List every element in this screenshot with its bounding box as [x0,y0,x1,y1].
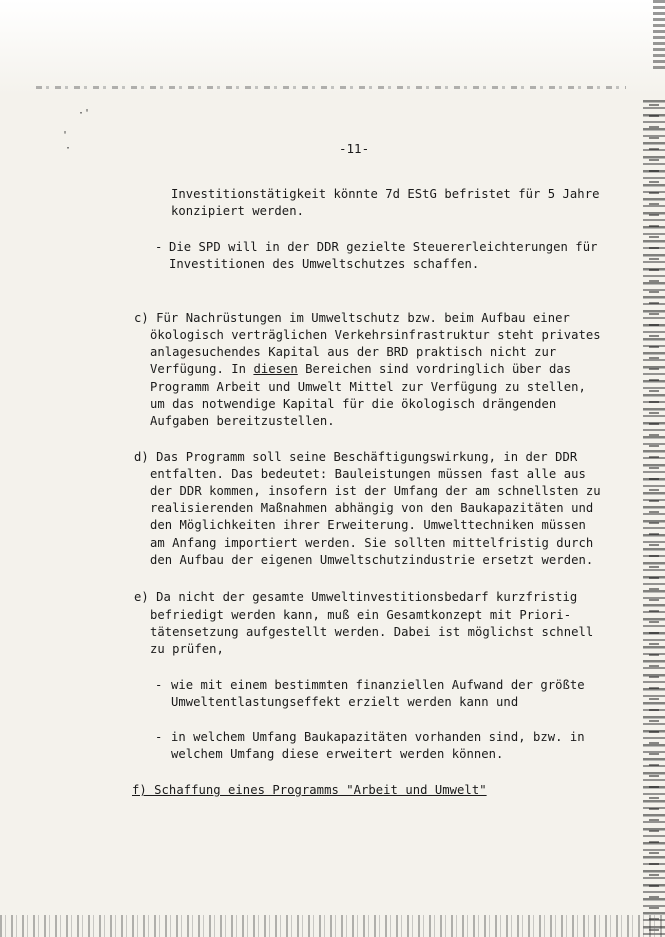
scan-speck: · [65,143,72,154]
section-c-line-4 [150,361,571,379]
scan-speck: ·' [78,108,91,119]
section-e-line-3: tätensetzung aufgestellt werden. Dabei ist möglichst schnell [150,625,594,639]
scan-top-edge [0,0,665,96]
section-d-line-2: entfalten. Das bedeutet: Bauleistungen müssen fast alle aus [150,467,586,481]
spd-bullet-line-1: Die SPD will in der DDR gezielte Steuererleichterungen für [169,240,598,254]
section-e-bullet-2-line-1: in welchem Umfang Baukapazitäten vorhanden sind, bzw. in [171,730,585,744]
section-e-bullet-1-dash: - [155,678,163,692]
section-d-line-6: am Anfang importiert werden. Sie sollten mittelfristig durch [150,536,594,550]
section-e-line-1: e) Da nicht der gesamte Umweltinvestitionsbedarf kurzfristig [134,590,578,604]
section-c-line-2: ökologisch verträglichen Verkehrsinfrastruktur steht privates [150,328,601,342]
scan-artifact-line [36,86,626,89]
section-c-line-4-after: Bereichen sind vordringlich über das [297,362,572,376]
section-c-line-7: Aufgaben bereitzustellen. [150,414,335,428]
intro-line-2: konzipiert werden. [171,204,304,218]
section-e-bullet-1-line-2: Umweltentlastungseffekt erzielt werden kann und [171,695,519,709]
section-c-line-1: c) Für Nachrüstungen im Umweltschutz bzw. beim Aufbau einer [134,311,570,325]
scan-artifact-right-edge-dark [649,100,659,937]
page-number: -11- [339,141,370,156]
intro-line-1: Investitionstätigkeit könnte 7d EStG befristet für 5 Jahre [171,187,600,201]
spd-bullet-dash: - [155,240,163,254]
section-e-line-4: zu prüfen, [150,642,224,656]
section-e-line-2: befriedigt werden kann, muß ein Gesamtkonzept mit Priori- [150,608,572,622]
spd-bullet-line-2: Investitionen des Umweltschutzes schaffen. [169,257,480,271]
section-c-line-4-before: Verfügung. In [150,362,254,376]
section-c-line-3: anlagesuchendes Kapital aus der BRD praktisch nicht zur [150,345,557,359]
scan-artifact-bottom-edge [0,915,665,937]
underlined-word: diesen [253,362,298,376]
section-e-bullet-2-dash: - [155,730,163,744]
scan-artifact-top-right [653,0,665,70]
scan-speck: ' [62,130,69,141]
section-e-bullet-2-line-2: welchem Umfang diese erweitert werden können. [171,747,504,761]
section-f-heading: f) Schaffung eines Programms "Arbeit und Umwelt" [132,783,487,797]
section-d-line-3: der DDR kommen, insofern ist der Umfang der am schnellsten zu [150,484,601,498]
section-d-line-4: realisierenden Maßnahmen abhängig von den Baukapazitäten und [150,501,594,515]
section-e-bullet-1-line-1: wie mit einem bestimmten finanziellen Aufwand der größte [171,678,585,692]
section-c-line-5: Programm Arbeit und Umwelt Mittel zur Verfügung zu stellen, [150,380,586,394]
section-c-line-6: um das notwendige Kapital für die ökologisch drängenden [150,397,557,411]
section-d-line-7: den Aufbau der eigenen Umweltschutzindustrie ersetzt werden. [150,553,594,567]
section-d-line-1: d) Das Programm soll seine Beschäftigungswirkung, in der DDR [134,450,578,464]
section-d-line-5: den Möglichkeiten ihrer Erweiterung. Umwelttechniken müssen [150,518,586,532]
